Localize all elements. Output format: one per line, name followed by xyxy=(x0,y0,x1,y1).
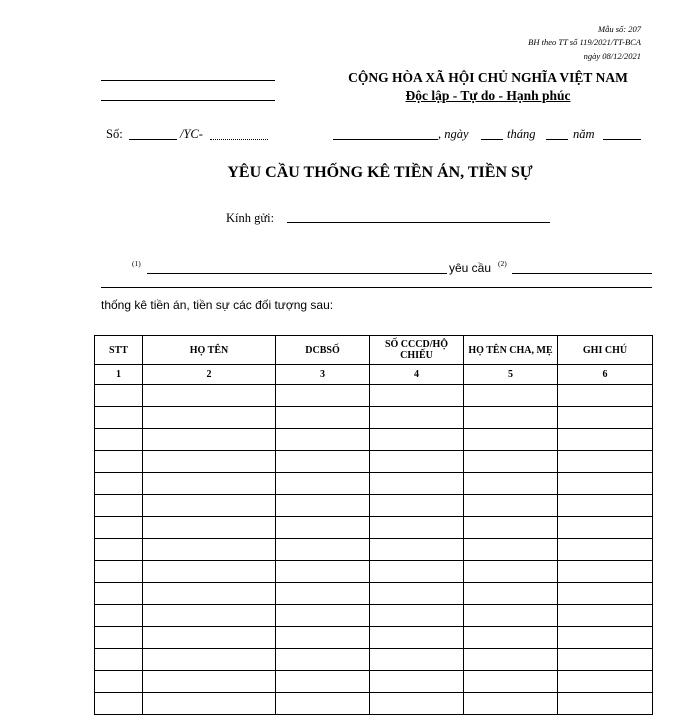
form-issue-date: ngày 08/12/2021 xyxy=(583,51,641,61)
table-cell[interactable] xyxy=(95,495,143,517)
table-cell[interactable] xyxy=(558,627,653,649)
table-cell[interactable] xyxy=(143,627,276,649)
table-cell[interactable] xyxy=(370,561,464,583)
table-cell[interactable] xyxy=(370,407,464,429)
so-label: Số: xyxy=(106,127,123,141)
records-table xyxy=(94,335,653,715)
table-cell[interactable] xyxy=(464,407,558,429)
issuing-agency-line-1[interactable] xyxy=(101,80,275,81)
table-cell[interactable] xyxy=(558,429,653,451)
request-continuation-field[interactable] xyxy=(101,287,652,288)
note-marker-2: (2) xyxy=(498,259,507,268)
index-cell: 5 xyxy=(464,365,558,385)
place-field[interactable] xyxy=(333,139,438,140)
yc-label: /YC- xyxy=(180,127,203,141)
table-row xyxy=(95,451,653,473)
table-row xyxy=(95,429,653,451)
table-cell[interactable] xyxy=(95,451,143,473)
table-cell[interactable] xyxy=(464,429,558,451)
day-field[interactable] xyxy=(481,139,503,140)
table-cell[interactable] xyxy=(370,451,464,473)
nam-label: năm xyxy=(573,127,595,141)
table-cell[interactable] xyxy=(464,605,558,627)
table-cell[interactable] xyxy=(276,627,370,649)
table-row xyxy=(95,473,653,495)
table-cell[interactable] xyxy=(95,429,143,451)
table-cell[interactable] xyxy=(143,649,276,671)
table-row xyxy=(95,671,653,693)
table-cell[interactable] xyxy=(464,583,558,605)
index-cell: 2 xyxy=(143,365,276,385)
table-row xyxy=(95,517,653,539)
index-cell: 6 xyxy=(558,365,653,385)
header-cccd: SỐ CCCD/HỘ CHIẾU xyxy=(370,336,464,365)
header-dcbso: DCBSỐ xyxy=(276,336,370,365)
note-marker-1: (1) xyxy=(132,259,141,268)
table-cell[interactable] xyxy=(276,561,370,583)
table-row xyxy=(95,693,653,715)
table-cell[interactable] xyxy=(143,605,276,627)
table-cell[interactable] xyxy=(276,495,370,517)
table-cell[interactable] xyxy=(370,473,464,495)
yc-suffix-field[interactable] xyxy=(210,139,268,140)
table-header-row xyxy=(95,336,653,365)
table-cell[interactable] xyxy=(276,517,370,539)
table-cell[interactable] xyxy=(464,539,558,561)
table-cell[interactable] xyxy=(143,407,276,429)
year-field[interactable] xyxy=(603,139,641,140)
table-cell[interactable] xyxy=(95,517,143,539)
table-cell[interactable] xyxy=(276,605,370,627)
table-row xyxy=(95,605,653,627)
form-number: Mẫu số: 207 xyxy=(598,24,641,34)
so-field[interactable] xyxy=(129,139,177,140)
table-cell[interactable] xyxy=(558,407,653,429)
form-legal-basis: BH theo TT số 119/2021/TT-BCA xyxy=(528,37,641,47)
header-ho-ten-cha-me: HỌ TÊN CHA, MẸ xyxy=(464,336,558,365)
table-row xyxy=(95,583,653,605)
table-cell[interactable] xyxy=(276,407,370,429)
table-cell[interactable] xyxy=(143,671,276,693)
table-cell[interactable] xyxy=(370,517,464,539)
table-row xyxy=(95,539,653,561)
table-cell[interactable] xyxy=(276,649,370,671)
header-stt: STT xyxy=(95,336,143,365)
table-cell[interactable] xyxy=(558,451,653,473)
table-cell[interactable] xyxy=(95,385,143,407)
table-cell[interactable] xyxy=(276,539,370,561)
table-cell[interactable] xyxy=(276,385,370,407)
table-cell[interactable] xyxy=(558,517,653,539)
table-cell[interactable] xyxy=(95,627,143,649)
table-cell[interactable] xyxy=(95,693,143,715)
national-title: CỘNG HÒA XÃ HỘI CHỦ NGHĨA VIỆT NAM xyxy=(348,70,628,85)
requesting-unit-field[interactable] xyxy=(147,273,447,274)
table-cell[interactable] xyxy=(370,385,464,407)
table-cell[interactable] xyxy=(370,429,464,451)
table-cell[interactable] xyxy=(276,583,370,605)
recipient-label: Kính gửi: xyxy=(226,211,275,225)
table-row xyxy=(95,627,653,649)
table-cell[interactable] xyxy=(370,605,464,627)
table-cell[interactable] xyxy=(95,473,143,495)
table-cell[interactable] xyxy=(276,473,370,495)
table-cell[interactable] xyxy=(464,649,558,671)
table-cell[interactable] xyxy=(95,407,143,429)
table-cell[interactable] xyxy=(370,671,464,693)
table-cell[interactable] xyxy=(95,649,143,671)
ngay-label: , ngày xyxy=(438,127,469,141)
table-cell[interactable] xyxy=(143,693,276,715)
table-cell[interactable] xyxy=(558,473,653,495)
table-cell[interactable] xyxy=(370,583,464,605)
table-cell[interactable] xyxy=(558,561,653,583)
table-cell[interactable] xyxy=(143,561,276,583)
thang-label: tháng xyxy=(507,127,536,141)
table-cell[interactable] xyxy=(143,517,276,539)
document-title: YÊU CẦU THỐNG KÊ TIỀN ÁN, TIỀN SỰ xyxy=(227,164,533,181)
header-ho-ten: HỌ TÊN xyxy=(143,336,276,365)
table-cell[interactable] xyxy=(464,473,558,495)
recipient-field[interactable] xyxy=(287,222,550,223)
table-cell[interactable] xyxy=(464,671,558,693)
national-motto: Độc lập - Tự do - Hạnh phúc xyxy=(405,88,571,103)
table-row xyxy=(95,495,653,517)
header-ghi-chu: GHI CHÚ xyxy=(558,336,653,365)
index-cell: 1 xyxy=(95,365,143,385)
column-index-row xyxy=(95,365,653,385)
table-cell[interactable] xyxy=(143,451,276,473)
table-cell[interactable] xyxy=(464,451,558,473)
table-row xyxy=(95,407,653,429)
table-cell[interactable] xyxy=(370,495,464,517)
table-row xyxy=(95,385,653,407)
table-cell[interactable] xyxy=(464,561,558,583)
table-cell[interactable] xyxy=(95,671,143,693)
issuing-agency-line-2[interactable] xyxy=(101,100,275,101)
index-cell: 3 xyxy=(276,365,370,385)
table-cell[interactable] xyxy=(276,693,370,715)
request-subject-field[interactable] xyxy=(512,273,652,274)
table-cell[interactable] xyxy=(464,627,558,649)
table-cell[interactable] xyxy=(370,649,464,671)
yeu-cau-label: yêu cầu xyxy=(449,261,492,275)
table-cell[interactable] xyxy=(370,539,464,561)
table-cell[interactable] xyxy=(558,495,653,517)
table-cell[interactable] xyxy=(143,495,276,517)
request-continuation-text: thống kê tiền án, tiền sự các đối tượng sau: xyxy=(101,298,334,312)
table-cell[interactable] xyxy=(95,539,143,561)
table-cell[interactable] xyxy=(464,517,558,539)
table-cell[interactable] xyxy=(370,693,464,715)
table-cell[interactable] xyxy=(276,671,370,693)
table-cell[interactable] xyxy=(558,605,653,627)
table-cell[interactable] xyxy=(558,583,653,605)
table-cell[interactable] xyxy=(143,583,276,605)
table-cell[interactable] xyxy=(143,539,276,561)
table-cell[interactable] xyxy=(95,561,143,583)
table-cell[interactable] xyxy=(276,429,370,451)
table-cell[interactable] xyxy=(95,583,143,605)
table-cell[interactable] xyxy=(464,693,558,715)
table-cell[interactable] xyxy=(558,649,653,671)
table-row xyxy=(95,649,653,671)
table-cell[interactable] xyxy=(464,385,558,407)
table-cell[interactable] xyxy=(143,385,276,407)
table-row xyxy=(95,561,653,583)
table-cell[interactable] xyxy=(558,671,653,693)
table-cell[interactable] xyxy=(143,429,276,451)
table-cell[interactable] xyxy=(276,451,370,473)
table-cell[interactable] xyxy=(558,539,653,561)
table-cell[interactable] xyxy=(95,605,143,627)
table-cell[interactable] xyxy=(464,495,558,517)
table-cell[interactable] xyxy=(143,473,276,495)
month-field[interactable] xyxy=(546,139,568,140)
table-cell[interactable] xyxy=(558,693,653,715)
index-cell: 4 xyxy=(370,365,464,385)
table-cell[interactable] xyxy=(370,627,464,649)
table-cell[interactable] xyxy=(558,385,653,407)
